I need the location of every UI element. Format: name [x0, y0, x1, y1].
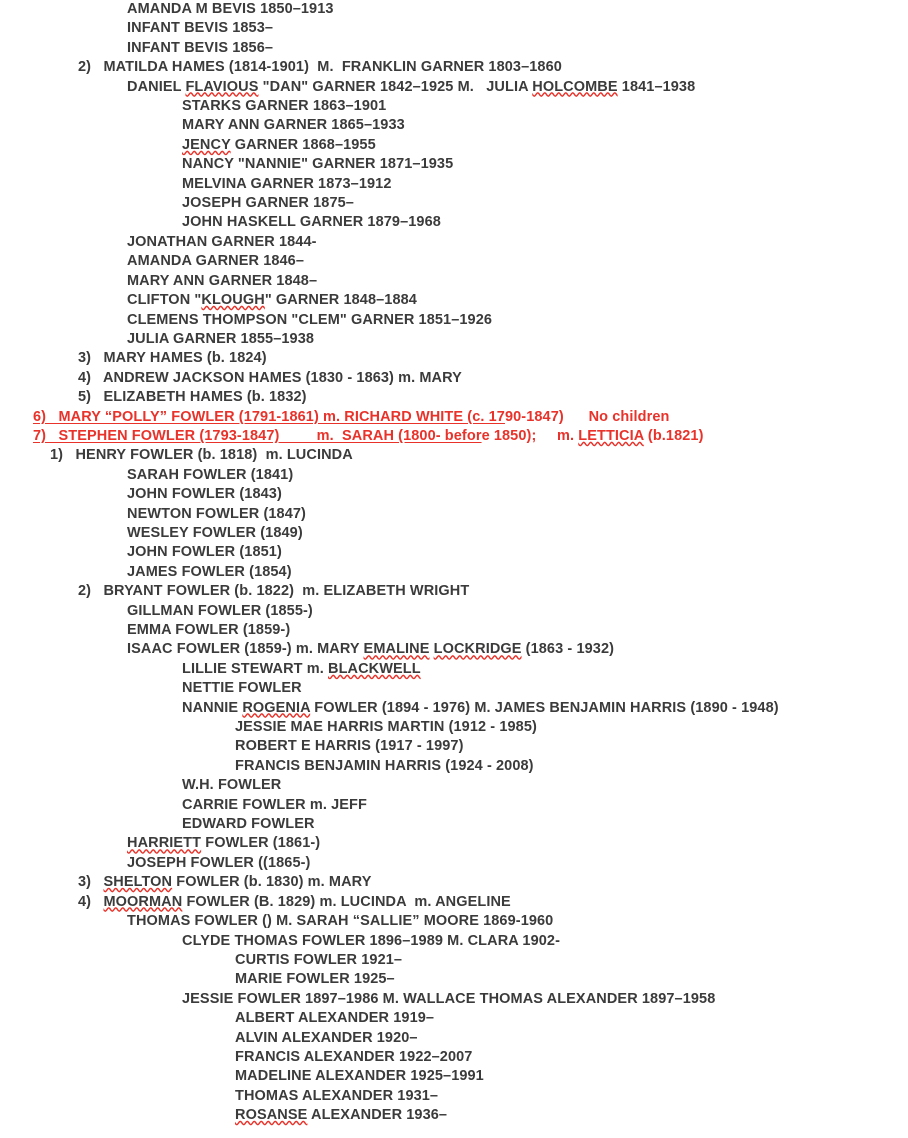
genealogy-line: MARY ANN GARNER 1848–	[127, 272, 318, 289]
genealogy-line: 2) BRYANT FOWLER (b. 1822) m. ELIZABETH WRIGHT	[78, 583, 470, 600]
genealogy-line: NANNIE ROGENIA FOWLER (1894 - 1976) M. JAMES BENJAMIN HARRIS (1890 - 1948)	[182, 699, 779, 716]
genealogy-line: 6) MARY “POLLY” FOWLER (1791-1861) m. RICHARD WHITE (c. 1790-1847) No children	[33, 408, 670, 425]
genealogy-line: INFANT BEVIS 1856–	[127, 39, 274, 56]
genealogy-line: 3) SHELTON FOWLER (b. 1830) m. MARY	[78, 874, 372, 891]
genealogy-line: THOMAS ALEXANDER 1931–	[235, 1087, 439, 1104]
genealogy-line: HARRIETT FOWLER (1861-)	[127, 835, 321, 852]
genealogy-line: NANCY "NANNIE" GARNER 1871–1935	[182, 156, 454, 173]
genealogy-line: AMANDA M BEVIS 1850–1913	[127, 1, 334, 17]
genealogy-line: JAMES FOWLER (1854)	[127, 563, 292, 580]
genealogy-line: STARKS GARNER 1863–1901	[182, 98, 387, 115]
genealogy-line: FRANCIS BENJAMIN HARRIS (1924 - 2008)	[235, 757, 534, 774]
genealogy-line: SARAH FOWLER (1841)	[127, 466, 294, 483]
genealogy-line: JOSEPH GARNER 1875–	[182, 195, 354, 212]
genealogy-line: NETTIE FOWLER	[182, 680, 302, 697]
genealogy-line: 7) STEPHEN FOWLER (1793-1847) m. SARAH (1800- before 1850); m. LETTICIA (b.1821)	[33, 427, 704, 444]
genealogy-line: MELVINA GARNER 1873–1912	[182, 175, 392, 192]
genealogy-line: ALBERT ALEXANDER 1919–	[235, 1010, 435, 1027]
genealogy-line: INFANT BEVIS 1853–	[127, 20, 274, 37]
genealogy-line: MARIE FOWLER 1925–	[235, 971, 395, 988]
genealogy-line: JENCY GARNER 1868–1955	[182, 136, 376, 153]
genealogy-line: JESSIE FOWLER 1897–1986 M. WALLACE THOMAS ALEXANDER 1897–1958	[182, 990, 716, 1007]
genealogy-line: CURTIS FOWLER 1921–	[235, 951, 403, 968]
genealogy-line: 2) MATILDA HAMES (1814-1901) M. FRANKLIN GARNER 1803–1860	[78, 59, 562, 76]
genealogy-line: JONATHAN GARNER 1844-	[127, 233, 317, 250]
genealogy-line: EMMA FOWLER (1859-)	[127, 622, 291, 638]
genealogy-line: CLEMENS THOMPSON "CLEM" GARNER 1851–1926	[127, 311, 493, 328]
genealogy-line: W.H. FOWLER	[182, 777, 282, 794]
genealogy-line: CLIFTON "KLOUGH" GARNER 1848–1884	[127, 292, 417, 309]
genealogy-line: AMANDA GARNER 1846–	[127, 253, 305, 270]
genealogy-line: CARRIE FOWLER m. JEFF	[182, 796, 367, 813]
genealogy-line: JOHN FOWLER (1843)	[127, 486, 282, 503]
genealogy-line: LILLIE STEWART m. BLACKWELL	[182, 660, 421, 677]
genealogy-line: MADELINE ALEXANDER 1925–1991	[235, 1068, 484, 1085]
genealogy-line: 4) ANDREW JACKSON HAMES (1830 - 1863) m. MARY	[78, 369, 462, 386]
genealogy-line: THOMAS FOWLER () M. SARAH “SALLIE” MOORE 1869-1960	[127, 913, 554, 930]
genealogy-line: 1) HENRY FOWLER (b. 1818) m. LUCINDA	[50, 447, 353, 464]
genealogy-line: NEWTON FOWLER (1847)	[127, 505, 306, 522]
genealogy-line: ALVIN ALEXANDER 1920–	[235, 1029, 418, 1046]
genealogy-line: JESSIE MAE HARRIS MARTIN (1912 - 1985)	[235, 719, 537, 736]
genealogy-line: JOHN FOWLER (1851)	[127, 544, 282, 561]
genealogy-line: GILLMAN FOWLER (1855-)	[127, 602, 313, 619]
genealogy-line: JOHN HASKELL GARNER 1879–1968	[182, 214, 441, 231]
genealogy-line: 5) ELIZABETH HAMES (b. 1832)	[78, 389, 307, 406]
genealogy-line: CLYDE THOMAS FOWLER 1896–1989 M. CLARA 1902-	[182, 932, 561, 949]
genealogy-line: 3) MARY HAMES (b. 1824)	[78, 350, 267, 367]
genealogy-line: WESLEY FOWLER (1849)	[127, 524, 303, 541]
genealogy-line: FRANCIS ALEXANDER 1922–2007	[235, 1048, 473, 1065]
genealogy-line: MARY ANN GARNER 1865–1933	[182, 117, 405, 134]
genealogy-line: 4) MOORMAN FOWLER (B. 1829) m. LUCINDA m. ANGELINE	[78, 893, 511, 910]
genealogy-line: ROSANSE ALEXANDER 1936–	[235, 1107, 448, 1124]
genealogy-line: ISAAC FOWLER (1859-) m. MARY EMALINE LOCKRIDGE (1863 - 1932)	[127, 641, 615, 658]
genealogy-line: DANIEL FLAVIOUS "DAN" GARNER 1842–1925 M. JULIA HOLCOMBE 1841–1938	[127, 78, 696, 95]
genealogy-line: EDWARD FOWLER	[182, 816, 315, 833]
genealogy-line: ROBERT E HARRIS (1917 - 1997)	[235, 738, 464, 755]
genealogy-line: JOSEPH FOWLER ((1865-)	[127, 854, 311, 871]
genealogy-line: JULIA GARNER 1855–1938	[127, 330, 315, 347]
